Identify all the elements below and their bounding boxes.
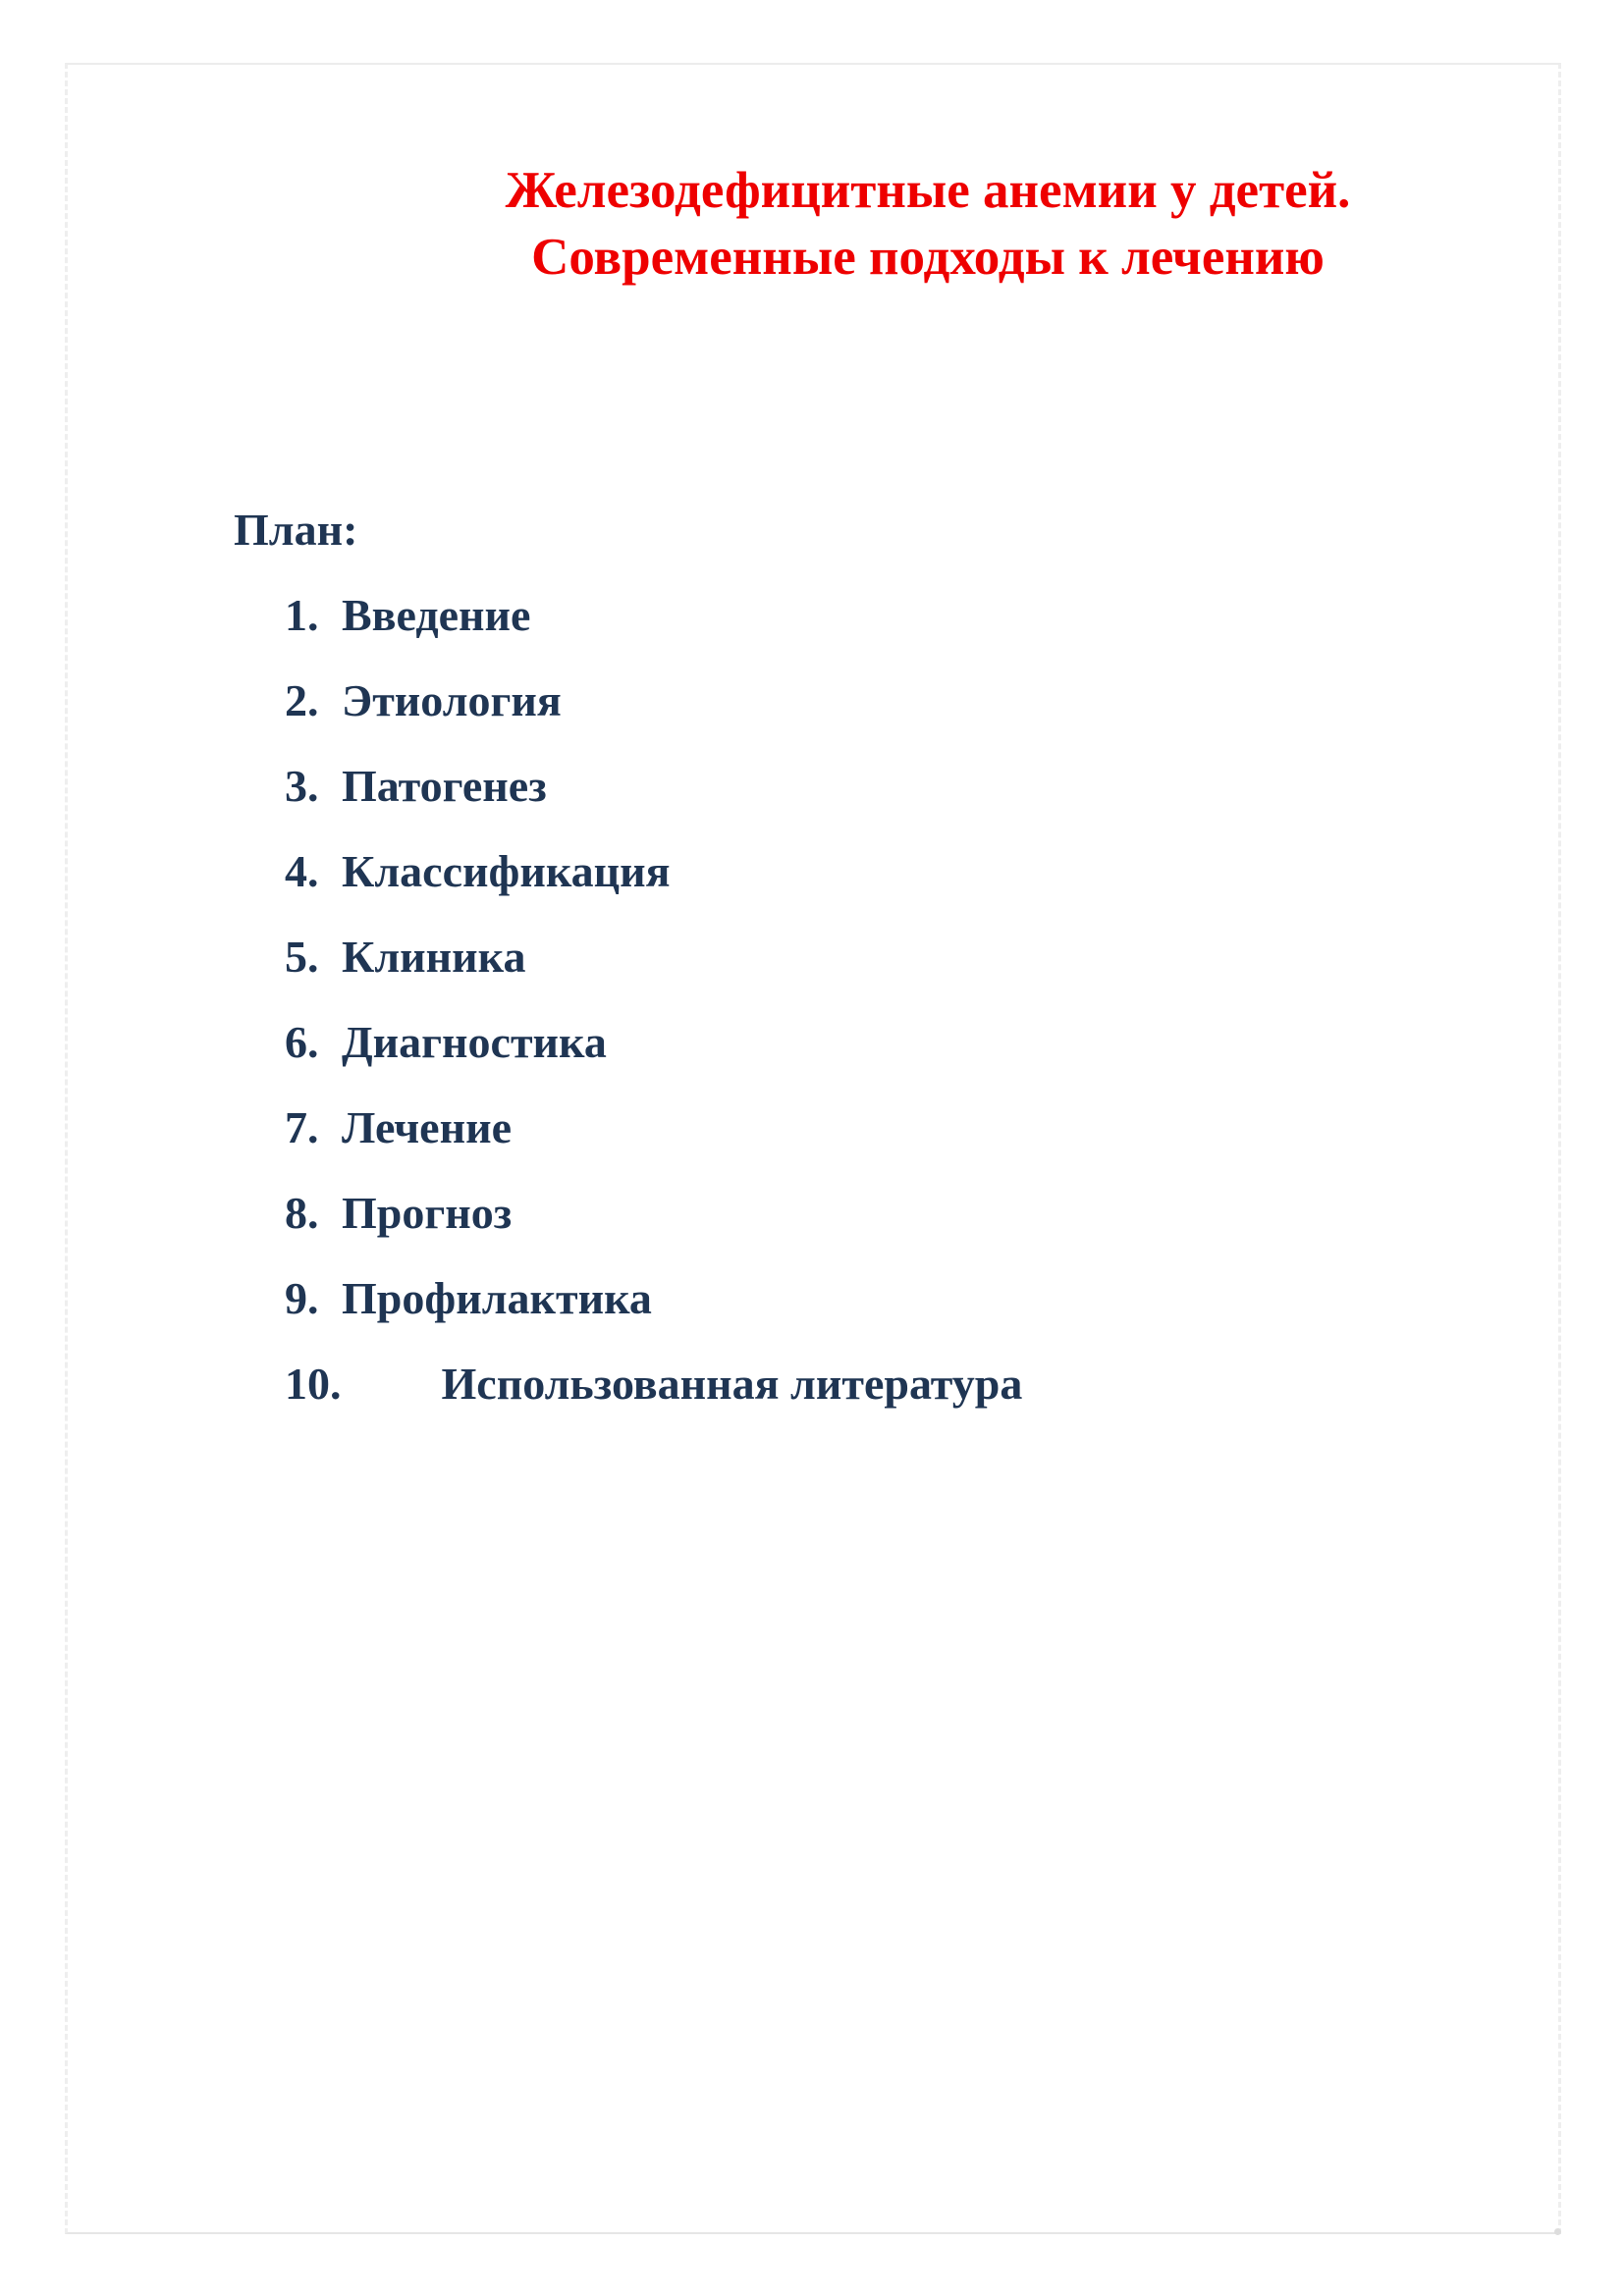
plan-item-label: Патогенез [342,761,547,811]
plan-item-diagnostics [285,1011,1022,1096]
plan-item-number: 4. [285,846,319,896]
plan-item-label: Диагностика [342,1017,607,1067]
plan-item-treatment [285,1096,1022,1182]
plan-item-number: 2. [285,675,319,725]
plan-item-prognosis [285,1182,1022,1267]
plan-item-label: Клиника [342,932,526,982]
plan-item-label: Использованная литература [441,1359,1023,1409]
plan-item-number: 3. [285,761,319,811]
plan-item-pathogenesis [285,755,1022,840]
plan-item-introduction [285,584,1022,669]
plan-item-references [285,1353,1022,1438]
plan-section [234,499,1022,1438]
plan-item-prevention [285,1267,1022,1353]
title-line-1: Железодефицитные анемии у детей. [505,162,1351,219]
plan-item-number: 5. [285,932,319,982]
plan-item-number: 10. [285,1359,342,1409]
plan-item-number: 8. [285,1188,319,1238]
plan-item-label: Лечение [342,1102,513,1152]
plan-item-number: 9. [285,1273,319,1323]
plan-item-label: Этиология [342,675,562,725]
plan-heading: План: [234,505,358,555]
plan-item-number: 7. [285,1102,319,1152]
plan-item-label: Введение [342,590,531,640]
document-title [0,157,1624,291]
plan-item-number: 6. [285,1017,319,1067]
title-line-2: Современные подходы к лечению [531,229,1325,286]
plan-item-clinical-picture [285,926,1022,1011]
plan-item-number: 1. [285,590,319,640]
plan-item-classification [285,840,1022,926]
page-corner-marker [1554,2228,1561,2235]
plan-item-label: Прогноз [342,1188,513,1238]
plan-item-label: Профилактика [342,1273,652,1323]
plan-item-label: Классификация [342,846,671,896]
plan-item-etiology [285,669,1022,755]
plan-list [234,584,1022,1438]
